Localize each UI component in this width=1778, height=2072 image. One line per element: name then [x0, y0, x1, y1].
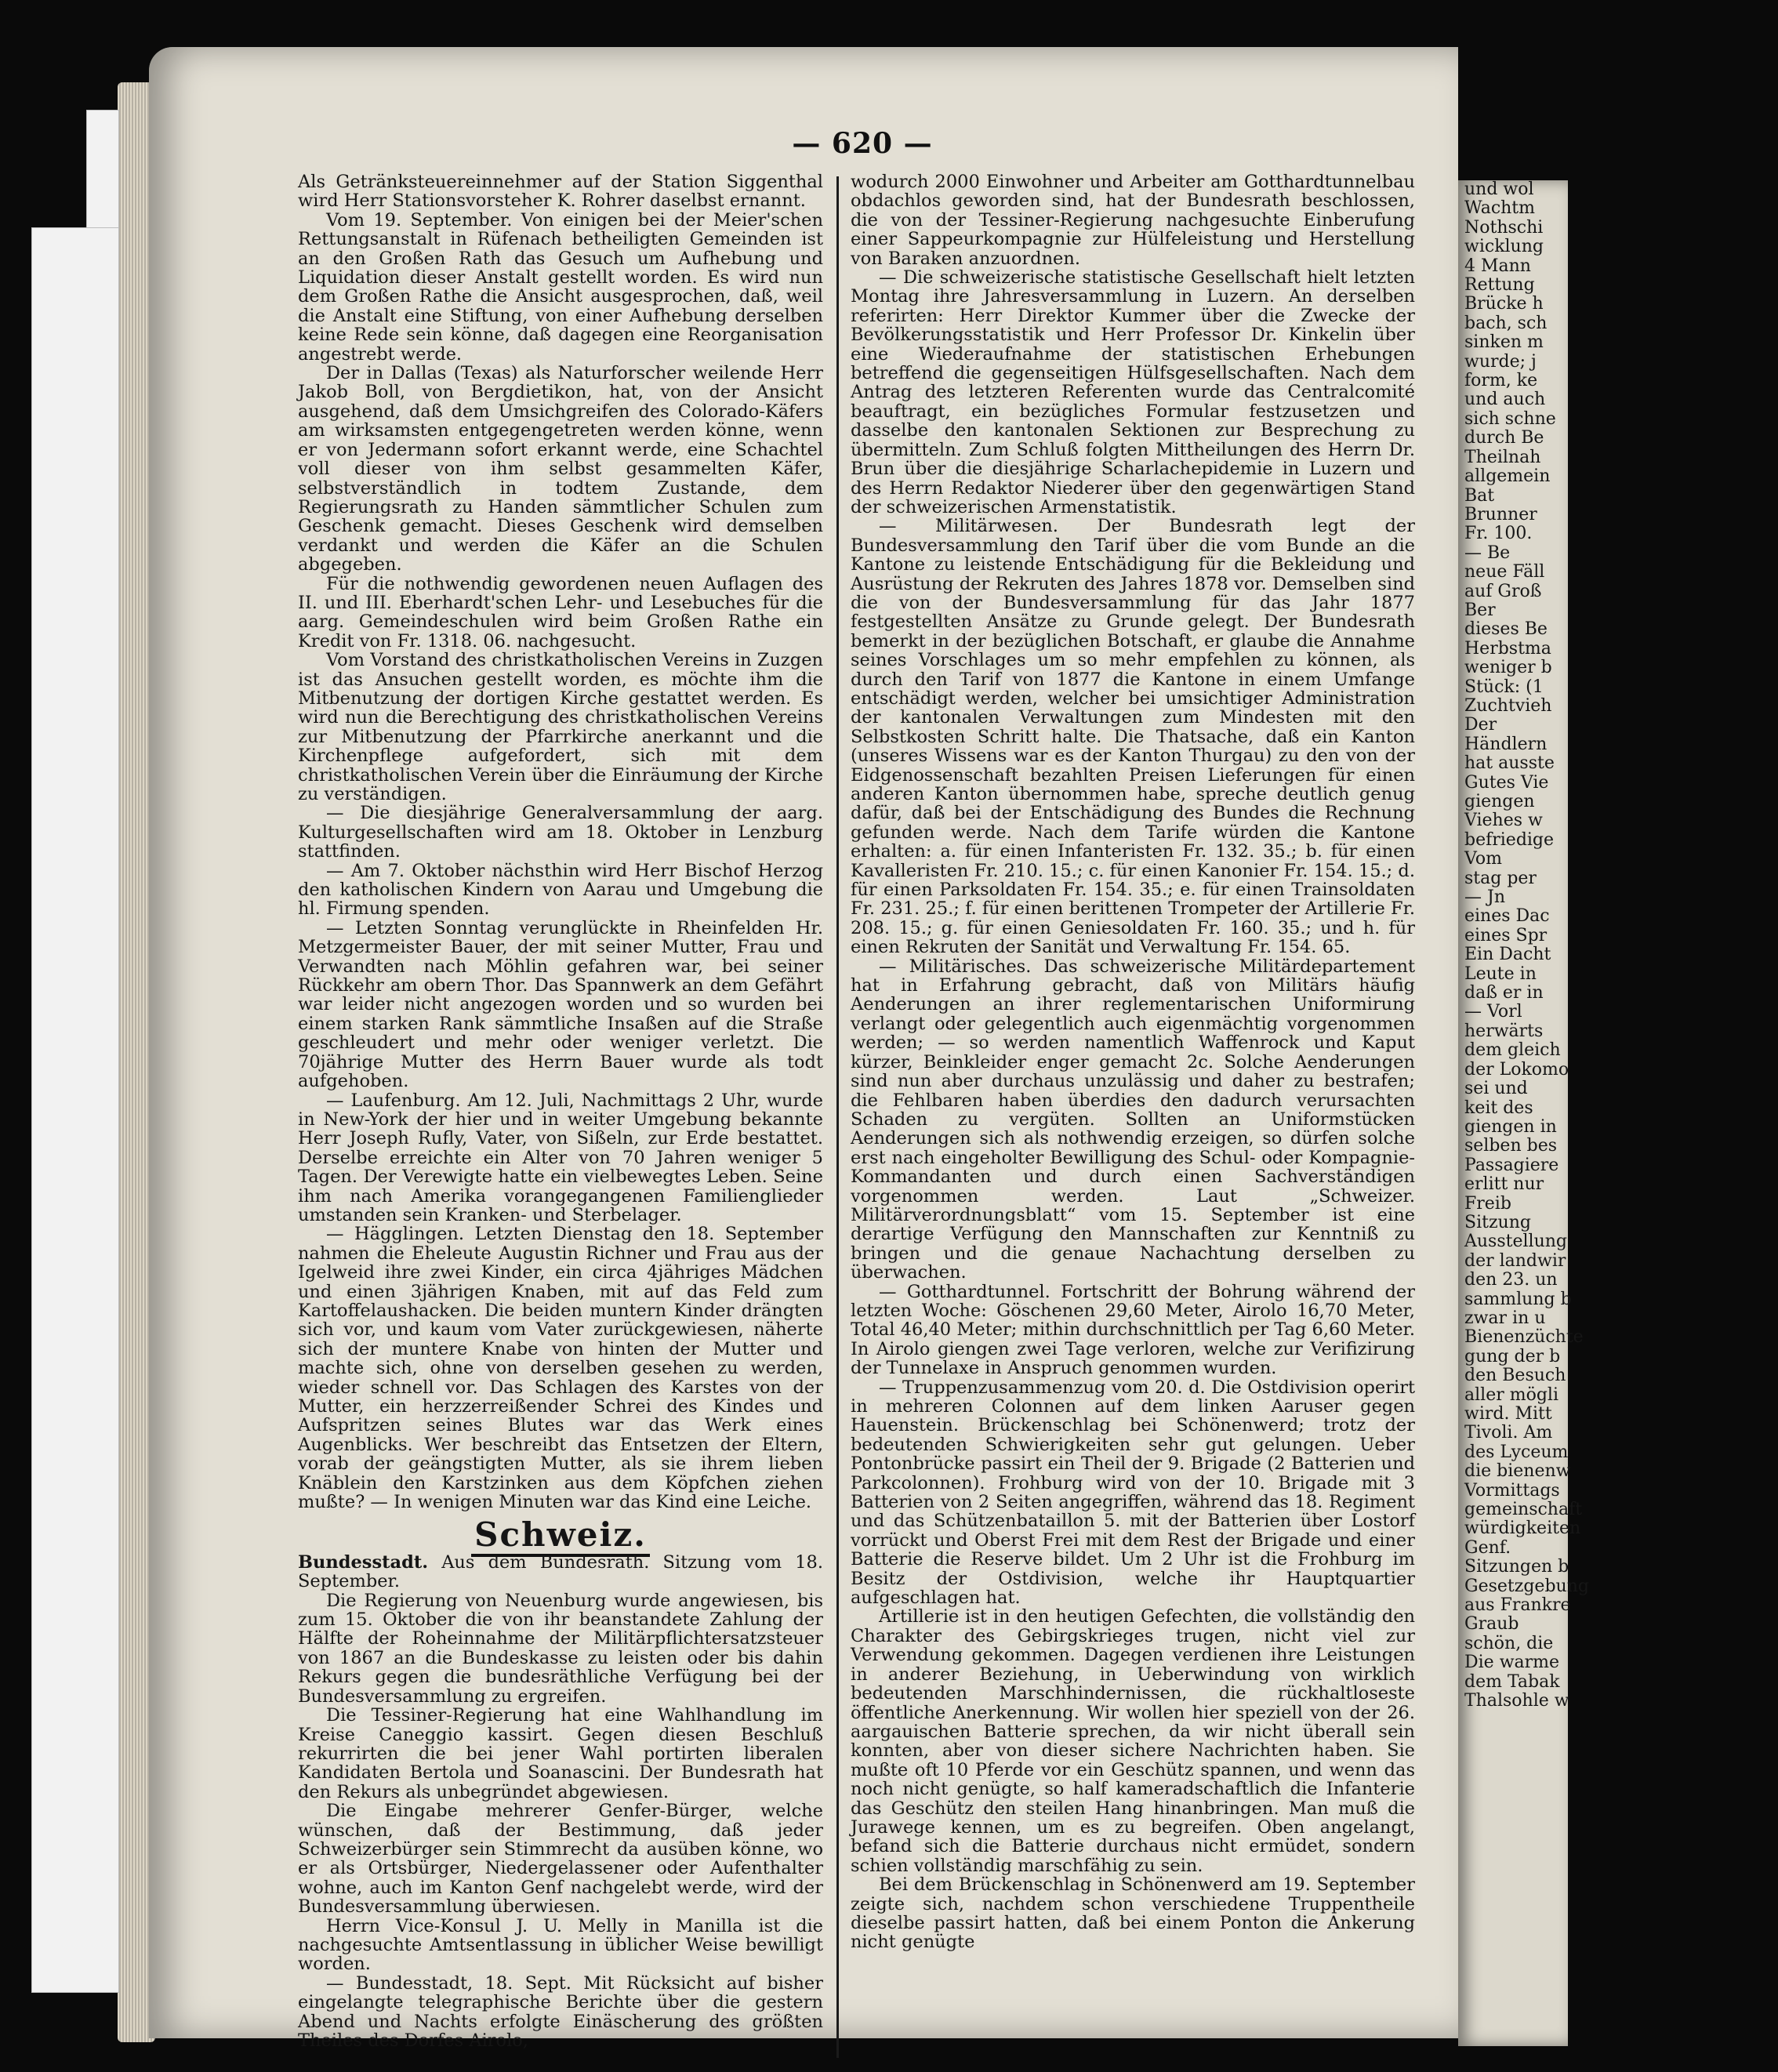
paragraph: Die Regierung von Neuenburg wurde angewiesen, bis zum 15. Oktober die von ihr beanstandete Zahlung der Hälfte der Roheinnahme der Militärpflichtersatzsteuer von 1867 an die Bundeskasse zu leisten oder bis dahin Rekurs gegen die bundesräthliche Verfügung bei der Bundesversammlung zu ergreifen.	[298, 1590, 823, 1707]
next-page-line: sei und	[1464, 1079, 1528, 1099]
next-page-line: Rettung	[1464, 275, 1535, 296]
section-heading-text: Schweiz.	[471, 1515, 650, 1557]
paragraph: — Laufenburg. Am 12. Juli, Nachmittags 2 Uhr, wurde in New-York der hier und in weiter Umgebung bekannte Herr Joseph Rufly, Vater, von Sißeln, zur Erde bestattet. Derselbe erreichte ein Alter von 70 Jahren weniger 5 Tagen. Der Verewigte hatte ein vielbewegtes Leben. Seine ihm nach Amerika vorangegangenen Familienglieder umstanden sein Kranken- und Sterbelager.	[298, 1090, 823, 1225]
next-page-fragment	[1458, 180, 1589, 2046]
next-page-line: gemeinschaft	[1464, 1500, 1583, 1520]
paragraph: Vom 19. September. Von einigen bei der Meier'schen Rettungsanstalt in Rüfenach betheiligten Gemeinden ist an den Großen Rath das Gesuch um Aufhebung und Liquidation dieser Anstalt gestellt worden. Es wird nun dem Großen Rathe die Ansicht ausgesprochen, daß, weil die Anstalt eine Stiftung, von einer Aufhebung derselben keine Rede sein könne, daß dagegen eine Reorganisation angestrebt werde.	[298, 209, 823, 365]
next-page-line: der landwir	[1464, 1250, 1566, 1271]
next-page-line: Herbstma	[1464, 638, 1551, 659]
next-page-line: erlitt nur	[1464, 1174, 1544, 1195]
paragraph: — Militärisches. Das schweizerische Militärdepartement hat in Erfahrung gebracht, daß von Militärs häufig Aenderungen an ihrer reglementarischen Uniformirung verlangt oder gelegentlich auch eigenmächtig vorgenommen werden; — so werden namentlich Waffenrock und Kaput kürzer, Beinkleider enger gemacht 2c. Solche Aenderungen sind nun aber durchaus unzulässig und daher zu bestrafen; die Fehlbaren haben überdies den dadurch verursachten Schaden zu vergüten. Sollten an Uniformstücken Aenderungen sich als nothwendig erzeigen, so dürfen solche erst nach eingeholter Bewilligung des Schul- oder Kompagnie-Kommandanten und durch einen Sachverständigen vorgenommen werden. Laut „Schweizer. Militärverordnungsblatt“ vom 15. September ist eine derartige Verfügung den Mannschaften zur Kenntniß zu bringen und die genaue Nachachtung derselben zu überwachen.	[851, 956, 1415, 1283]
paragraph: Die Tessiner-Regierung hat eine Wahlhandlung im Kreise Caneggio kassirt. Gegen diesen Beschluß rekurrirten die bei jener Wahl portirten liberalen Kandidaten Bertola und Soanascini. Der Bundesrath hat den Rekurs als unbegründet abgewiesen.	[298, 1705, 823, 1802]
next-page-line: dem Tabak	[1464, 1671, 1560, 1692]
subsection-title: Bundesstadt.	[298, 1551, 429, 1573]
next-page-line: auf Groß	[1464, 581, 1542, 601]
next-page-line: Leute in	[1464, 963, 1537, 984]
next-page-line: Der	[1464, 715, 1497, 735]
paragraph: Artillerie ist in den heutigen Gefechten, die vollständig den Charakter des Gebirgskrieges trugen, nicht viel zur Verwendung gekommen. Dagegen verdienen ihre Leistungen in anderer Beziehung, in Ueberwindung von wirklich bedeutenden Marschhindernissen, die rückhaltloseste öffentliche Anerkennung. Wir wollen hier speziell von der 26. aargauischen Batterie sprechen, da wir nicht überall sein konnten, aber von dieser sichere Nachrichten haben. Sie mußte oft 10 Pferde vor ein Geschütz spannen, und wenn das noch nicht genügte, so half kameradschaftlich die Infanterie das Geschütz den steilen Hang hinanbringen. Man muß die Jurawege kennen, um es zu begreifen. Oben angelangt, befand sich die Batterie durchaus nicht ermüdet, sondern schien vollständig marschfähig zu sein.	[851, 1606, 1415, 1876]
next-page-line: befriedige	[1464, 829, 1555, 850]
next-page-line: stag per	[1464, 868, 1537, 888]
next-page-line: Tivoli. Am	[1464, 1423, 1553, 1443]
next-page-line: allgemein	[1464, 466, 1551, 487]
next-page-line: 4 Mann	[1464, 256, 1531, 276]
next-page-line: wicklung	[1464, 237, 1544, 257]
next-page-line: Genf.	[1464, 1537, 1511, 1558]
paragraph: Vom Vorstand des christkatholischen Vereins in Zuzgen ist das Ansuchen gestellt worden, es möchte ihm die Mitbenutzung der dortigen Kirche gestattet werden. Es wird nun die Berechtigung des christkatholischen Vereins zur Mitbenutzung der Pfarrkirche anerkannt und die Kirchenpflege aufgefordert, sich mit dem christkatholischen Verein über die Einräumung der Kirche zu verständigen.	[298, 650, 823, 804]
next-page-line: durch Be	[1464, 428, 1544, 448]
paragraph: Der in Dallas (Texas) als Naturforscher weilende Herr Jakob Boll, von Bergdietikon, hat, von der Ansicht ausgehend, daß dem Umsichgreifen des Colorado-Käfers am wirksamsten entgegengetreten werden könne, wenn er von Jedermann sofort erkannt werde, eine Schachtel voll dieser von ihm selbst gesammelten Käfer, selbstverständlich in todtem Zustande, dem Regierungsrath zu Handen sämmtlicher Schulen zum Geschenk gemacht. Dieses Geschenk wird demselben verdankt und werden die Käfer an die Schulen abgegeben.	[298, 363, 823, 575]
paragraph: Als Getränksteuereinnehmer auf der Station Siggenthal wird Herr Stationsvorsteher K. Rohrer daselbst ernannt.	[298, 172, 823, 212]
next-page-line: selben bes	[1464, 1136, 1558, 1156]
next-page-line: schön, die	[1464, 1633, 1554, 1653]
next-page-line: — Be	[1464, 542, 1511, 563]
next-page-line: Theilnah	[1464, 447, 1541, 467]
column-left	[298, 172, 823, 2050]
next-page-line: Freib	[1464, 1193, 1511, 1214]
next-page-line: sich schne	[1464, 408, 1556, 429]
paragraph: — Am 7. Oktober nächsthin wird Herr Bischof Herzog den katholischen Kindern von Aarau und Umgebung die hl. Firmung spenden.	[298, 860, 823, 920]
scan-border-left	[31, 227, 119, 1993]
next-page-line: der Lokomo	[1464, 1059, 1569, 1080]
scan-border-left-top	[86, 110, 119, 229]
subsection-intro-text: Aus dem Bundesrath. Sitzung vom 18. September.	[298, 1551, 823, 1592]
next-page-line: Brunner	[1464, 504, 1537, 524]
next-page-lines	[1464, 180, 1778, 1711]
paragraph: — Die diesjährige Generalversammlung der aarg. Kulturgesellschaften wird am 18. Oktober in Lenzburg stattfinden.	[298, 803, 823, 862]
next-page-line: Nothschi	[1464, 217, 1544, 238]
next-page-line: Bat	[1464, 485, 1495, 506]
next-page-line: Sitzung	[1464, 1212, 1531, 1232]
next-page-line: wurde; j	[1464, 351, 1537, 372]
section-heading	[298, 1515, 823, 1555]
next-page-line: dieses Be	[1464, 619, 1548, 640]
next-page-line: — Jn	[1464, 887, 1505, 908]
next-page-line: sammlung b	[1464, 1289, 1572, 1309]
next-page-line: die bienenw	[1464, 1461, 1571, 1482]
next-page-line: Vom	[1464, 849, 1502, 869]
next-page-line: Vormittags	[1464, 1480, 1560, 1500]
next-page-line: bach, sch	[1464, 313, 1548, 333]
next-page-line: Wachtm	[1464, 198, 1536, 219]
paragraph: Für die nothwendig gewordenen neuen Auflagen des II. und III. Eberhardt'schen Lehr- und Lesebuches für die aarg. Gemeindeschulen wird beim Großen Rathe ein Kredit von Fr. 1318. 06. nachgesucht.	[298, 573, 823, 651]
next-page-line: Bienenzüchte	[1464, 1327, 1584, 1348]
paragraph: — Truppenzusammenzug vom 20. d. Die Ostdivision operirt in mehreren Colonnen auf dem linken Aaruser gegen Hauenstein. Brückenschlag bei Schönenwerd; trotz der bedeutenden Schwierigkeiten sehr gut gelungen. Ueber Pontonbrücke passirt ein Theil der 9. Brigade (2 Batterien und Parkcolonnen). Frohburg wird von der 10. Brigade mit 3 Batterien von 2 Seiten angegriffen, während das 18. Regiment und das Schützenbataillon 5. mit der Batterien über Lostorf vorrückt und Oberst Frei mit dem Rest der Brigade und einer Batterie die Reserve bildet. Um 2 Uhr ist die Frohburg im Besitz der Ostdivision, welche ihr Hauptquartier aufgeschlagen hat.	[851, 1377, 1415, 1609]
page-number: — 620 —	[792, 127, 933, 160]
next-page-line: weniger b	[1464, 658, 1552, 678]
next-page-line: Ausstellung	[1464, 1232, 1567, 1252]
next-page-line: würdigkeiten	[1464, 1519, 1581, 1539]
next-page-line: Ber	[1464, 600, 1496, 620]
next-page-line: Die warme	[1464, 1653, 1560, 1673]
next-page-line: Passagiere	[1464, 1155, 1559, 1175]
paragraph: — Letzten Sonntag verunglückte in Rheinfelden Hr. Metzgermeister Bauer, der mit seiner Mutter, Frau und Verwandten nach Möhlin gefahren war, bei seiner Rückkehr am obern Thor. Das Spannwerk an dem Gefährt war leider nicht angezogen worden und so wurden bei einem starken Rank sämmtliche Insaßen auf die Straße geschleudert und mehr oder weniger verletzt. Die 70jährige Mutter des Herrn Bauer wurde als todt aufgehoben.	[298, 917, 823, 1092]
next-page-line: daß er in	[1464, 983, 1544, 1003]
paragraph: — Bundesstadt, 18. Sept. Mit Rücksicht auf bisher eingelangte telegraphische Berichte über die gestern Abend und Nachts erfolgte Einäscherung des größten Theiles des Dorfes Airolo,	[298, 1972, 823, 2051]
paragraph: Herrn Vice-Konsul J. U. Melly in Manilla ist die nachgesuchte Amtsentlassung in üblicher Weise bewilligt worden.	[298, 1915, 823, 1975]
next-page-line: aus Frankre	[1464, 1595, 1571, 1616]
next-page-line: Gesetzgebung	[1464, 1576, 1589, 1596]
column-right	[851, 172, 1415, 1952]
next-page-line: des Lyceum	[1464, 1442, 1569, 1462]
next-page-line: Viehes w	[1464, 811, 1543, 831]
next-page-line: den Besuch	[1464, 1366, 1566, 1386]
paragraph: Bei dem Brückenschlag in Schönenwerd am 19. September zeigte sich, nachdem schon verschiedene Truppentheile dieselbe passirt hatten, daß bei einem Ponton die Ankerung nicht genügte	[851, 1874, 1415, 1953]
next-page-line: aller mögli	[1464, 1384, 1558, 1405]
next-page-line: Graub	[1464, 1614, 1519, 1635]
paragraph: wodurch 2000 Einwohner und Arbeiter am Gotthardtunnelbau obdachlos geworden sind, hat der Bundesrath beschlossen, die von der Tessiner-Regierung nachgesuchte Einberufung einer Sappeurkompagnie zur Hülfeleistung und Herstellung von Baraken anzuordnen.	[851, 172, 1415, 269]
paragraph: — Militärwesen. Der Bundesrath legt der Bundesversammlung den Tarif über die vom Bunde an die Kantone zu leistende Entschädigung für die Bekleidung und Ausrüstung der Rekruten des Jahres 1878 vor. Demselben sind die von der Bundesversammlung für das Jahr 1877 festgestellten Ansätze zu Grunde gelegt. Der Bundesrath bemerkt in der bezüglichen Botschaft, er glaube die Annahme seines Vorschlages um so mehr empfehlen zu können, als durch den Tarif von 1877 die Kantone in einem Umfange entschädigt werden, welcher bei umsichtiger Administration der kantonalen Verwaltungen zum Mindesten mit den Selbstkosten Schritt halte. Die Thatsache, daß ein Kanton (unseres Wissens war es der Kanton Thurgau) zu den von der Eidgenossenschaft bezahlten Preisen Lieferungen für einen anderen Kanton übernommen habe, spreche deutlich genug dafür, daß bei der Entschädigung des Bundes die Rechnung gefunden werde. Nach dem Tarife würden die Kantone erhalten: a. für einen Infanteristen Fr. 132. 35.; b. für einen Kavalleristen Fr. 210. 15.; c. für einen Kanonier Fr. 154. 15.; d. für einen Parksoldaten Fr. 154. 35.; e. für einen Trainsoldaten Fr. 231. 25.; f. für einen berittenen Trompeter der Artillerie Fr. 208. 15.; g. für einen Geniesoldaten Fr. 160. 35.; und h. für einen Rekruten der Sanität und Verwaltung Fr. 154. 65.	[851, 516, 1415, 958]
paragraph: — Die schweizerische statistische Gesellschaft hielt letzten Montag ihre Jahresversammlung in Luzern. An derselben referirten: Herr Direktor Kummer über die Zwecke der Bevölkerungsstatistik und Herr Professor Dr. Kinkelin über eine Wiederaufnahme der statistischen Erhebungen betreffend die gegenseitigen Hülfsgesellschaften. Nach dem Antrag des letzteren Referenten wurde das Centralcomité beauftragt, ein bezügliches Formular festzusetzen und dasselbe den kantonalen Sektionen zur Besprechung zu übermitteln. Zum Schluß folgten Mittheilungen des Herrn Dr. Brun über die diesjährige Scharlachepidemie in Luzern und des Herrn Redaktor Niederer über den gegenwärtigen Stand der schweizerischen Armenstatistik.	[851, 267, 1415, 517]
next-page-line: form, ke	[1464, 371, 1538, 391]
next-page-line: Gutes Vie	[1464, 772, 1549, 793]
next-page-line: giengen in	[1464, 1116, 1557, 1137]
next-page-line: Stück: (1	[1464, 677, 1544, 697]
next-page-line: — Vorl	[1464, 1002, 1522, 1022]
next-page-line: Zuchtvieh	[1464, 695, 1552, 716]
next-page-line: eines Dac	[1464, 906, 1550, 927]
column-divider	[836, 176, 839, 2058]
next-page-line: Thalsohle w	[1464, 1691, 1569, 1711]
paragraph: — Gotthardtunnel. Fortschritt der Bohrung während der letzten Woche: Göschenen 29,60 Meter, Airolo 16,70 Meter, Total 46,40 Meter; mithin durchschnittlich per Tag 6,60 Meter. In Airolo giengen zwei Tage verloren, welche zur Verifizirung der Tunnelaxe in Anspruch genommen wurden.	[851, 1281, 1415, 1379]
next-page-line: Ein Dacht	[1464, 945, 1551, 965]
next-page-line: gung der b	[1464, 1346, 1561, 1366]
subsection-intro	[298, 1553, 823, 1591]
next-page-line: und auch	[1464, 390, 1546, 410]
next-page-line: sinken m	[1464, 332, 1544, 353]
next-page-line: Brücke h	[1464, 294, 1544, 314]
next-page-line: herwärts	[1464, 1021, 1544, 1041]
next-page-line: zwar in u	[1464, 1308, 1546, 1328]
next-page-line: neue Fäll	[1464, 562, 1545, 582]
next-page-line: giengen	[1464, 792, 1535, 811]
next-page-line: Händlern	[1464, 734, 1548, 754]
next-page-line: wird. Mitt	[1464, 1404, 1552, 1424]
next-page-line: und wol	[1464, 180, 1534, 199]
next-page-line: den 23. un	[1464, 1270, 1558, 1290]
paragraph: — Hägglingen. Letzten Dienstag den 18. September nahmen die Eheleute Augustin Richner und Frau aus der Igelweid ihre zwei Kinder, ein circa 4jähriges Mädchen und einen 3jährigen Knaben, mit auf das Feld zum Kartoffelaushacken. Die beiden muntern Kinder drängten sich vor, und kaum vom Vater zurückgewiesen, näherte sich der muntere Knabe von hinten der Mutter und machte sich, ohne von derselben gesehen zu werden, wieder schnell vor. Das Schlagen des Karstes von der Mutter, ein herzzerreißender Schrei des Kindes und Aufspritzen seines Blutes war das Werk eines Augenblicks. Wer beschreibt das Entsetzen der Eltern, vorab der geängstigten Mutter, als sie ihrem lieben Knäblein den Karstzinken aus dem Köpfchen ziehen mußte? — In wenigen Minuten war das Kind eine Leiche.	[298, 1224, 823, 1513]
next-page-line: eines Spr	[1464, 925, 1548, 945]
paragraph: Die Eingabe mehrerer Genfer-Bürger, welche wünschen, daß der Bestimmung, daß jeder Schweizerbürger sein Stimmrecht da ausüben könne, wo er als Ortsbürger, Niedergelassener oder Aufenthalter wohne, auch im Kanton Genf nachgelebt werde, wird der Bundesversammlung überwiesen.	[298, 1801, 823, 1918]
next-page-line: Fr. 100.	[1464, 524, 1533, 544]
next-page-line: dem gleich	[1464, 1040, 1561, 1061]
next-page-line: Sitzungen b	[1464, 1557, 1569, 1577]
next-page-line: hat ausste	[1464, 753, 1555, 774]
next-page-line: keit des	[1464, 1098, 1533, 1118]
